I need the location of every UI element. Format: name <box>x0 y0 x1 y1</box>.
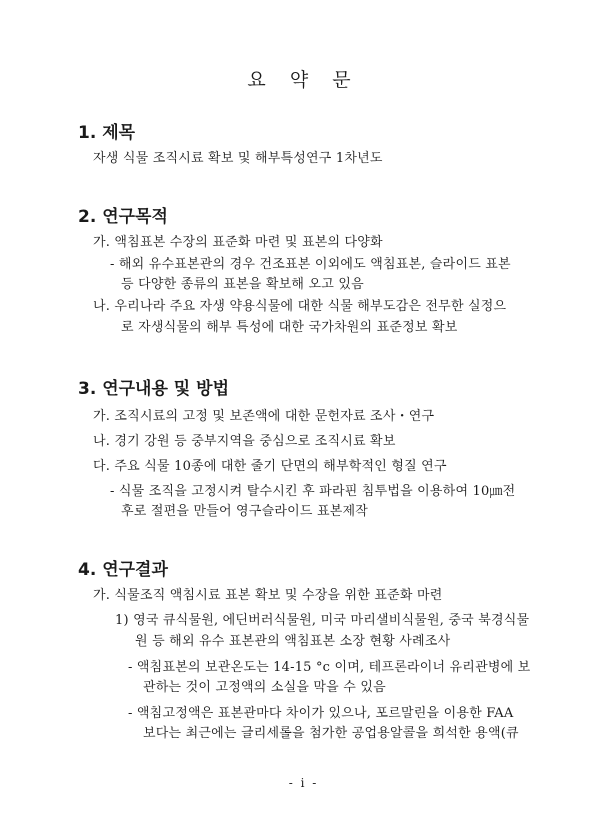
section-heading-title: 1. 제목 <box>78 123 136 143</box>
section-text: 가. 액침표본 수장의 표준화 마련 및 표본의 다양화 <box>93 235 383 250</box>
section-text: 가. 식물조직 액침시료 표본 확보 및 수장을 위한 표준화 마련 <box>93 588 443 603</box>
section-text: 관하는 것이 고정액의 소실을 막을 수 있음 <box>143 680 386 695</box>
section-text: 자생 식물 조직시료 확보 및 해부특성연구 1차년도 <box>93 151 383 166</box>
page-number: - i - <box>288 776 319 790</box>
section-heading-purpose: 2. 연구목적 <box>78 207 168 227</box>
section-text: 다. 주요 식물 10종에 대한 줄기 단면의 해부학적인 형질 연구 <box>93 459 447 474</box>
section-text: 후로 절편을 만들어 영구슬라이드 표본제작 <box>121 504 368 519</box>
section-text: 원 등 해외 유수 표본관의 액침표본 소장 현황 사례조사 <box>135 634 451 649</box>
section-text: 나. 경기 강원 등 중부지역을 중심으로 조직시료 확보 <box>93 434 396 449</box>
section-text: 나. 우리나라 주요 자생 약용식물에 대한 식물 해부도감은 전무한 실정으 <box>93 299 507 314</box>
section-text: 로 자생식물의 해부 특성에 대한 국가차원의 표준정보 확보 <box>121 320 458 335</box>
section-heading-results: 4. 연구결과 <box>78 560 168 580</box>
page-title: 요 약 문 <box>247 69 360 91</box>
section-text: 1) 영국 큐식물원, 에딘버러식물원, 미국 마리샐비식물원, 중국 북경식물 <box>115 613 530 628</box>
section-text: 등 다양한 종류의 표본을 확보해 오고 있음 <box>121 277 364 292</box>
section-heading-methods: 3. 연구내용 및 방법 <box>78 379 229 399</box>
section-text: 보다는 최근에는 글리세롤을 첨가한 공업용알콜을 희석한 용액(큐 <box>143 726 519 741</box>
section-text: - 액침표본의 보관온도는 14-15 °c 이며, 테프론라이너 유리관병에 보 <box>128 660 531 675</box>
section-text: - 해외 유수표본관의 경우 건조표본 이외에도 액침표본, 슬라이드 표본 <box>110 257 511 272</box>
section-text: - 액침고정액은 표본관마다 차이가 있으나, 포르말린을 이용한 FAA <box>128 706 514 721</box>
section-text: - 식물 조직을 고정시켜 탈수시킨 후 파라핀 침투법을 이용하여 10㎛전 <box>110 484 516 499</box>
section-text: 가. 조직시료의 고정 및 보존액에 대한 문헌자료 조사・연구 <box>93 409 435 424</box>
